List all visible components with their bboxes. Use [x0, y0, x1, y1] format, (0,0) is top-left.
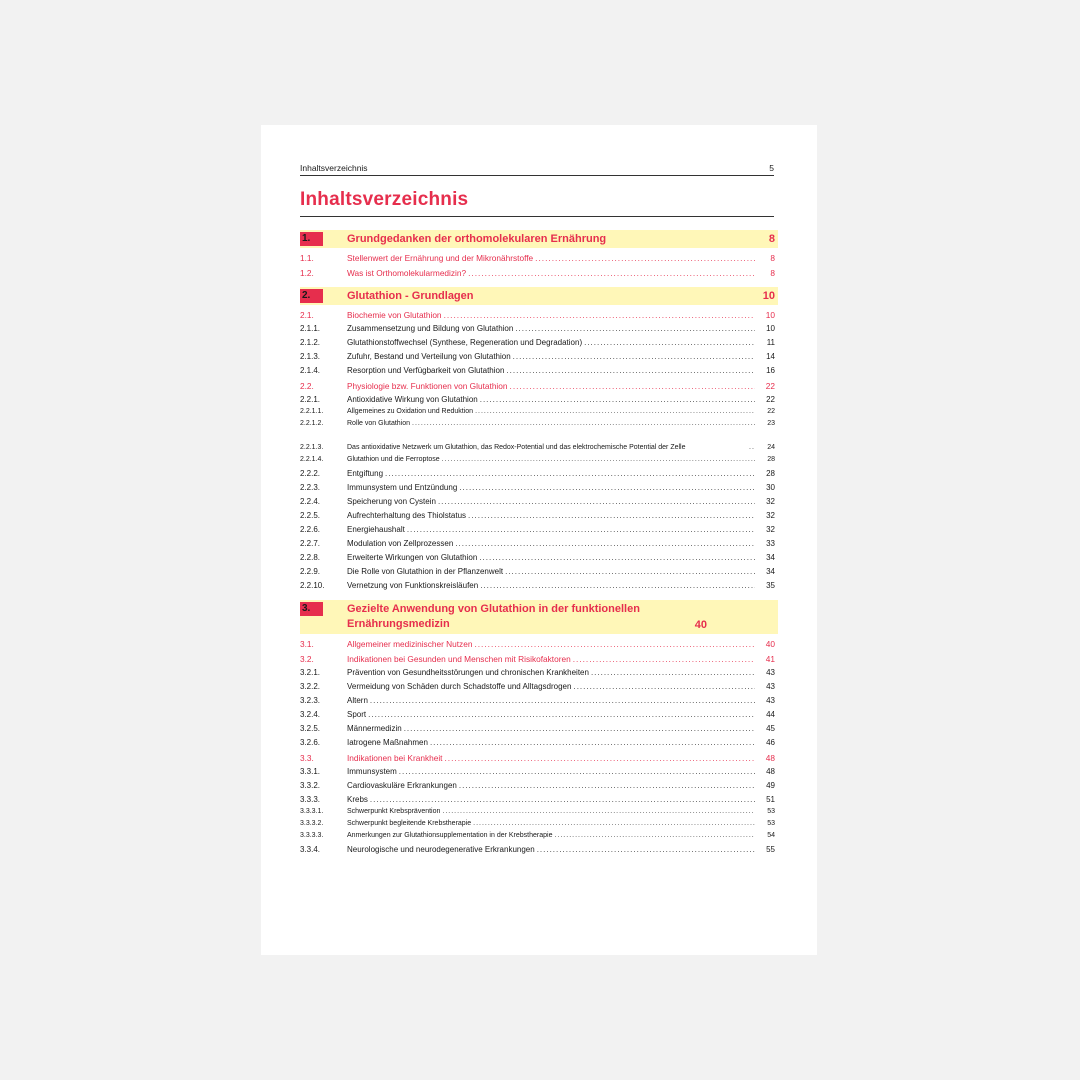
chapter-number: 3. — [300, 602, 323, 616]
entry-number: 2.2.3. — [300, 483, 321, 492]
toc-entry[interactable] — [300, 678, 778, 692]
dot-leader — [444, 310, 755, 320]
chapter-page-number: 40 — [694, 619, 707, 631]
entry-page-number: 34 — [766, 567, 775, 576]
entry-title: Biochemie von Glutathion — [347, 310, 442, 320]
dot-leader — [430, 738, 755, 748]
dot-leader — [474, 639, 755, 649]
entry-title: Allgemeines zu Oxidation und Reduktion — [347, 408, 474, 415]
entry-page-number: 22 — [766, 395, 775, 404]
dot-leader — [505, 567, 755, 577]
entry-title: Vermeidung von Schäden durch Schadstoffe und Alltagsdrogen — [347, 682, 572, 691]
entry-page-number: 22 — [767, 408, 775, 415]
entry-number: 3.2.3. — [300, 696, 321, 705]
entry-page-number: 53 — [767, 820, 775, 827]
entry-number: 2.2.8. — [300, 553, 321, 562]
dot-leader — [480, 395, 755, 405]
entry-number: 2.1.1. — [300, 324, 321, 333]
toc-entry[interactable] — [300, 429, 778, 453]
dot-leader — [459, 781, 755, 791]
entry-number: 2.1.4. — [300, 366, 321, 375]
entry-title: Entgiftung — [347, 469, 384, 478]
entry-number: 3.2.4. — [300, 710, 321, 719]
entry-number: 2.2.9. — [300, 567, 321, 576]
entry-page-number: 51 — [766, 795, 775, 804]
entry-number: 3.3. — [300, 753, 314, 763]
document-page — [261, 125, 817, 955]
entry-number: 2.2.1.2. — [300, 420, 324, 427]
entry-number: 3.3.1. — [300, 767, 321, 776]
chapter-page-number: 10 — [762, 290, 775, 302]
entry-page-number: 55 — [766, 845, 775, 854]
entry-page-number: 43 — [766, 682, 775, 691]
entry-title: Allgemeiner medizinischer Nutzen — [347, 639, 473, 649]
dot-leader — [573, 654, 755, 664]
entry-number: 3.2. — [300, 654, 314, 664]
entry-title: Altern — [347, 696, 368, 705]
running-header — [300, 163, 774, 176]
entry-page-number: 10 — [766, 324, 775, 333]
entry-number: 2.2.1. — [300, 395, 321, 404]
entry-title: Immunsystem — [347, 767, 397, 776]
entry-number: 3.2.6. — [300, 738, 321, 747]
entry-number: 3.2.1. — [300, 668, 321, 677]
entry-title: Cardiovaskuläre Erkrankungen — [347, 781, 457, 790]
toc-entry[interactable] — [300, 649, 778, 664]
toc-entry[interactable] — [300, 841, 778, 855]
entry-number: 2.2.4. — [300, 497, 321, 506]
entry-title: Schwerpunkt Krebsprävention — [347, 808, 441, 815]
chapter-title: Glutathion - Grundlagen — [347, 290, 474, 302]
entry-page-number: 32 — [766, 497, 775, 506]
chapter-title: Grundgedanken der orthomolekularen Ernährung — [347, 233, 607, 245]
entry-page-number: 32 — [766, 511, 775, 520]
entry-page-number: 43 — [766, 696, 775, 705]
entry-title: Vernetzung von Funktionskreisläufen — [347, 581, 479, 590]
entry-number: 3.3.4. — [300, 845, 321, 854]
entry-page-number: 10 — [765, 310, 775, 320]
entry-page-number: 49 — [766, 781, 775, 790]
dot-leader — [468, 511, 755, 521]
toc-entry[interactable] — [300, 493, 778, 507]
entry-title: Indikationen bei Krankheit — [347, 753, 443, 763]
entry-title: Resorption und Verfügbarkeit von Glutathion — [347, 366, 505, 375]
entry-page-number: 23 — [767, 420, 775, 427]
dot-leader — [407, 525, 755, 535]
entry-title: Erweiterte Wirkungen von Glutathion — [347, 553, 478, 562]
entry-title: Speicherung von Cystein — [347, 497, 436, 506]
entry-page-number: 35 — [766, 581, 775, 590]
entry-page-number: 8 — [770, 253, 775, 263]
entry-title: Stellenwert der Ernährung und der Mikronährstoffe — [347, 253, 534, 263]
dot-leader — [479, 553, 755, 563]
entry-number: 2.2.5. — [300, 511, 321, 520]
toc-entry[interactable] — [300, 549, 778, 563]
toc-entry[interactable] — [300, 791, 778, 805]
dot-leader — [368, 710, 755, 720]
entry-number: 2.2.2. — [300, 469, 321, 478]
section-gap — [300, 591, 778, 600]
entry-title: Was ist Orthomolekularmedizin? — [347, 268, 467, 278]
dot-leader — [473, 819, 755, 829]
toc-entry[interactable] — [300, 706, 778, 720]
entry-title: Neurologische und neurodegenerative Erkrankungen — [347, 845, 535, 854]
chapter-number: 1. — [300, 232, 323, 246]
entry-page-number: 46 — [766, 738, 775, 747]
toc-entry[interactable] — [300, 748, 778, 763]
dot-leader — [475, 407, 755, 417]
dot-leader — [591, 668, 755, 678]
running-header-page-number: 5 — [769, 163, 774, 173]
toc-entry[interactable] — [300, 535, 778, 549]
toc-entry[interactable] — [300, 507, 778, 521]
dot-leader — [455, 539, 755, 549]
toc-entry[interactable] — [300, 817, 778, 829]
toc-entry[interactable] — [300, 634, 778, 649]
entry-number: 3.3.3.3. — [300, 832, 324, 839]
entry-page-number: 53 — [767, 808, 775, 815]
dot-leader — [459, 483, 755, 493]
toc-entry[interactable] — [300, 405, 778, 417]
toc-entry[interactable] — [300, 777, 778, 791]
entry-page-number: 24 — [767, 444, 775, 451]
entry-title: Anmerkungen zur Glutathionsupplementation in der Krebstherapie — [347, 832, 553, 839]
entry-page-number: 28 — [767, 456, 775, 463]
dot-leader — [554, 831, 755, 841]
entry-number: 2.1.2. — [300, 338, 321, 347]
entry-title: Die Rolle von Glutathion in der Pflanzenwelt — [347, 567, 504, 576]
toc-entry[interactable] — [300, 563, 778, 577]
entry-page-number: 43 — [766, 668, 775, 677]
entry-page-number: 28 — [766, 469, 775, 478]
entry-number: 2.2.6. — [300, 525, 321, 534]
toc-entry[interactable] — [300, 805, 778, 817]
entry-title: Antioxidative Wirkung von Glutathion — [347, 395, 478, 404]
dot-leader — [442, 807, 755, 817]
dot-leader — [404, 724, 755, 734]
entry-page-number: 30 — [766, 483, 775, 492]
entry-page-number: 45 — [766, 724, 775, 733]
entry-page-number: 34 — [766, 553, 775, 562]
chapter-page-number: 8 — [768, 233, 775, 245]
entry-title: Sport — [347, 710, 367, 719]
toc-entry[interactable] — [300, 664, 778, 678]
toc-entry[interactable] — [300, 479, 778, 493]
entry-title: Schwerpunkt begleitende Krebstherapie — [347, 820, 472, 827]
entry-title: Prävention von Gesundheitsstörungen und chronischen Krankheiten — [347, 668, 589, 677]
entry-number: 2.2. — [300, 381, 314, 391]
entry-title: Das antioxidative Netzwerk um Glutathion, das Redox-Potential und das elektrochemische Potential der Zelle — [347, 444, 686, 451]
entry-page-number: 16 — [766, 366, 775, 375]
dot-leader — [513, 352, 755, 362]
entry-page-number: 14 — [766, 352, 775, 361]
toc-entry[interactable] — [300, 348, 778, 362]
dot-leader — [412, 419, 755, 429]
entry-number: 3.1. — [300, 639, 314, 649]
entry-number: 3.3.2. — [300, 781, 321, 790]
toc-entry[interactable] — [300, 263, 778, 278]
entry-number: 2.2.10. — [300, 581, 325, 590]
toc-entry[interactable] — [300, 417, 778, 429]
entry-page-number: 54 — [767, 832, 775, 839]
dot-leader — [537, 845, 755, 855]
toc-chapter-heading[interactable] — [300, 230, 778, 248]
entry-title: Aufrechterhaltung des Thiolstatus — [347, 511, 467, 520]
toc-entry[interactable] — [300, 391, 778, 405]
entry-number: 2.1.3. — [300, 352, 321, 361]
entry-page-number: 32 — [766, 525, 775, 534]
dot-leader — [438, 497, 755, 507]
entry-number: 3.3.3.2. — [300, 820, 324, 827]
toc-entry[interactable] — [300, 577, 778, 591]
toc-entry[interactable] — [300, 334, 778, 348]
running-header-title: Inhaltsverzeichnis — [300, 163, 368, 173]
entry-number: 1.2. — [300, 268, 314, 278]
toc-entry[interactable] — [300, 720, 778, 734]
dot-leader — [370, 696, 755, 706]
entry-number: 2.2.1.3. — [300, 444, 324, 451]
entry-page-number: 41 — [765, 654, 775, 664]
page-title: Inhaltsverzeichnis — [300, 189, 774, 217]
dot-leader — [480, 581, 755, 591]
toc-entry[interactable] — [300, 362, 778, 376]
entry-page-number: 8 — [770, 268, 775, 278]
entry-title: Modulation von Zellprozessen — [347, 539, 454, 548]
entry-title: Energiehaushalt — [347, 525, 405, 534]
entry-number: 3.2.2. — [300, 682, 321, 691]
entry-title: Glutathion und die Ferroptose — [347, 456, 440, 463]
dot-leader — [442, 455, 755, 465]
entry-page-number: 11 — [766, 338, 775, 347]
section-gap — [300, 278, 778, 287]
entry-title: Physiologie bzw. Funktionen von Glutathion — [347, 381, 508, 391]
chapter-number: 2. — [300, 289, 323, 303]
entry-number: 3.3.3.1. — [300, 808, 324, 815]
toc-entry[interactable] — [300, 465, 778, 479]
entry-number: 2.2.1.1. — [300, 408, 324, 415]
dot-leader — [515, 324, 755, 334]
toc-entry[interactable] — [300, 248, 778, 263]
toc-entry[interactable] — [300, 692, 778, 706]
dot-leader — [749, 443, 755, 453]
entry-title: Krebs — [347, 795, 368, 804]
toc-entry[interactable] — [300, 453, 778, 465]
dot-leader — [385, 469, 755, 479]
toc-entry[interactable] — [300, 320, 778, 334]
entry-title: Iatrogene Maßnahmen — [347, 738, 428, 747]
dot-leader — [584, 338, 755, 348]
dot-leader — [510, 381, 755, 391]
entry-number: 2.2.7. — [300, 539, 321, 548]
toc-entry[interactable] — [300, 305, 778, 320]
entry-title: Zusammensetzung und Bildung von Glutathion — [347, 324, 514, 333]
entry-number: 2.1. — [300, 310, 314, 320]
entry-title: Glutathionstoffwechsel (Synthese, Regeneration und Degradation) — [347, 338, 583, 347]
dot-leader — [370, 795, 755, 805]
table-of-contents — [300, 230, 778, 855]
entry-number: 2.2.1.4. — [300, 456, 324, 463]
entry-number: 3.2.5. — [300, 724, 321, 733]
dot-leader — [399, 767, 755, 777]
toc-entry[interactable] — [300, 763, 778, 777]
dot-leader — [444, 753, 755, 763]
entry-page-number: 48 — [765, 753, 775, 763]
entry-title: Zufuhr, Bestand und Verteilung von Glutathion — [347, 352, 511, 361]
entry-title: Immunsystem und Entzündung — [347, 483, 458, 492]
dot-leader — [535, 253, 755, 263]
entry-title: Indikationen bei Gesunden und Menschen mit Risikofaktoren — [347, 654, 571, 664]
toc-entry[interactable] — [300, 734, 778, 748]
entry-number: 1.1. — [300, 253, 314, 263]
entry-title: Rolle von Glutathion — [347, 420, 411, 427]
entry-page-number: 40 — [765, 639, 775, 649]
toc-entry[interactable] — [300, 829, 778, 841]
entry-page-number: 22 — [765, 381, 775, 391]
dot-leader — [573, 682, 755, 692]
entry-page-number: 33 — [766, 539, 775, 548]
toc-chapter-heading[interactable] — [300, 287, 778, 305]
chapter-title: Gezielte Anwendung von Glutathion in der funktionellen Ernährungsmedizin — [347, 603, 640, 630]
toc-chapter-heading[interactable] — [300, 600, 778, 634]
entry-number: 3.3.3. — [300, 795, 321, 804]
entry-title: Männermedizin — [347, 724, 402, 733]
dot-leader — [468, 268, 755, 278]
toc-entry[interactable] — [300, 521, 778, 535]
entry-page-number: 48 — [766, 767, 775, 776]
entry-page-number: 44 — [766, 710, 775, 719]
dot-leader — [506, 366, 755, 376]
toc-entry[interactable] — [300, 376, 778, 391]
